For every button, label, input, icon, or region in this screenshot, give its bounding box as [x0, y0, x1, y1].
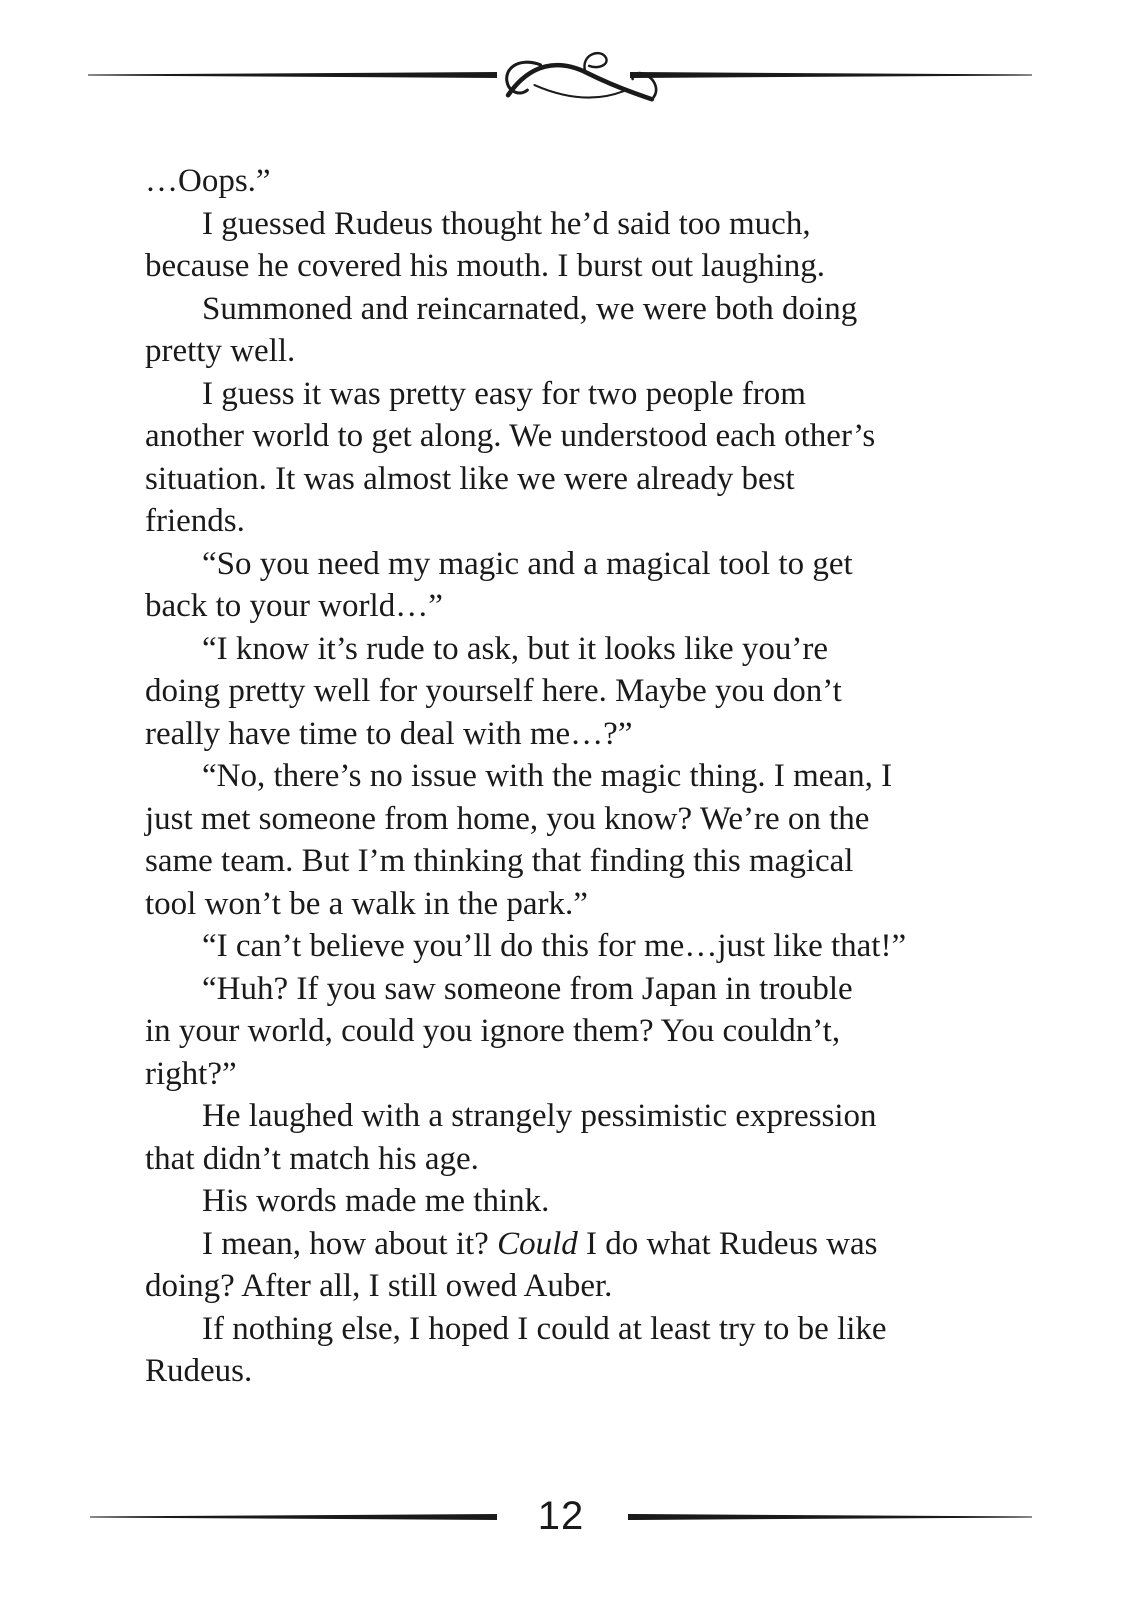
text-line: that didn’t match his age. [145, 1140, 479, 1177]
text-line: Rudeus. [145, 1353, 253, 1389]
header-rule-right [630, 71, 1032, 79]
text-line: …Oops.” [145, 163, 271, 199]
page-text [145, 160, 995, 1393]
text-line: tool won’t be a walk in the park.” [145, 885, 588, 922]
text-line: His words made me think. [202, 1183, 550, 1219]
text-line: another world to get along. We understood each other’s [145, 418, 876, 454]
header-rule-left [88, 71, 497, 79]
text-line: “I know it’s rude to ask, but it looks like you’re [202, 630, 828, 667]
footer-rule-right [628, 1513, 1032, 1521]
text-line: “Huh? If you saw someone from Japan in trouble [202, 970, 853, 1007]
text-line: right?” [145, 1055, 237, 1092]
text-line: situation. It was almost like we were already best [145, 460, 795, 497]
text-line: pretty well. [145, 333, 296, 369]
flourish-icon [500, 48, 662, 112]
text-line: Summoned and reincarnated, we were both doing [202, 290, 858, 327]
text-line: friends. [145, 503, 245, 539]
text-line: I guessed Rudeus thought he’d said too much, [202, 205, 811, 242]
page-number: 12 [537, 1494, 585, 1538]
text-line: I guess it was pretty easy for two people from [202, 375, 806, 412]
text-line: back to your world…” [145, 588, 443, 624]
text-line: doing? After all, I still owed Auber. [145, 1268, 613, 1304]
text-line: “So you need my magic and a magical tool to get [202, 545, 853, 582]
text-line: in your world, could you ignore them? You couldn’t, [145, 1013, 841, 1049]
text-line: just met someone from home, you know? We’re on the [145, 800, 870, 837]
text-line: If nothing else, I hoped I could at least try to be like [202, 1310, 887, 1347]
text-line: “I can’t believe you’ll do this for me…just like that!” [202, 928, 907, 964]
text-line: “No, there’s no issue with the magic thing. I mean, I [202, 758, 893, 794]
text-line: because he covered his mouth. I burst out laughing. [145, 248, 825, 284]
text-line: He laughed with a strangely pessimistic expression [202, 1098, 877, 1134]
text-line: I mean, how about it? Could I do what Rudeus was [202, 1225, 878, 1262]
text-line: doing pretty well for yourself here. Maybe you don’t [145, 673, 842, 709]
text-line: same team. But I’m thinking that finding this magical [145, 843, 854, 879]
text-line: really have time to deal with me…?” [145, 715, 633, 752]
